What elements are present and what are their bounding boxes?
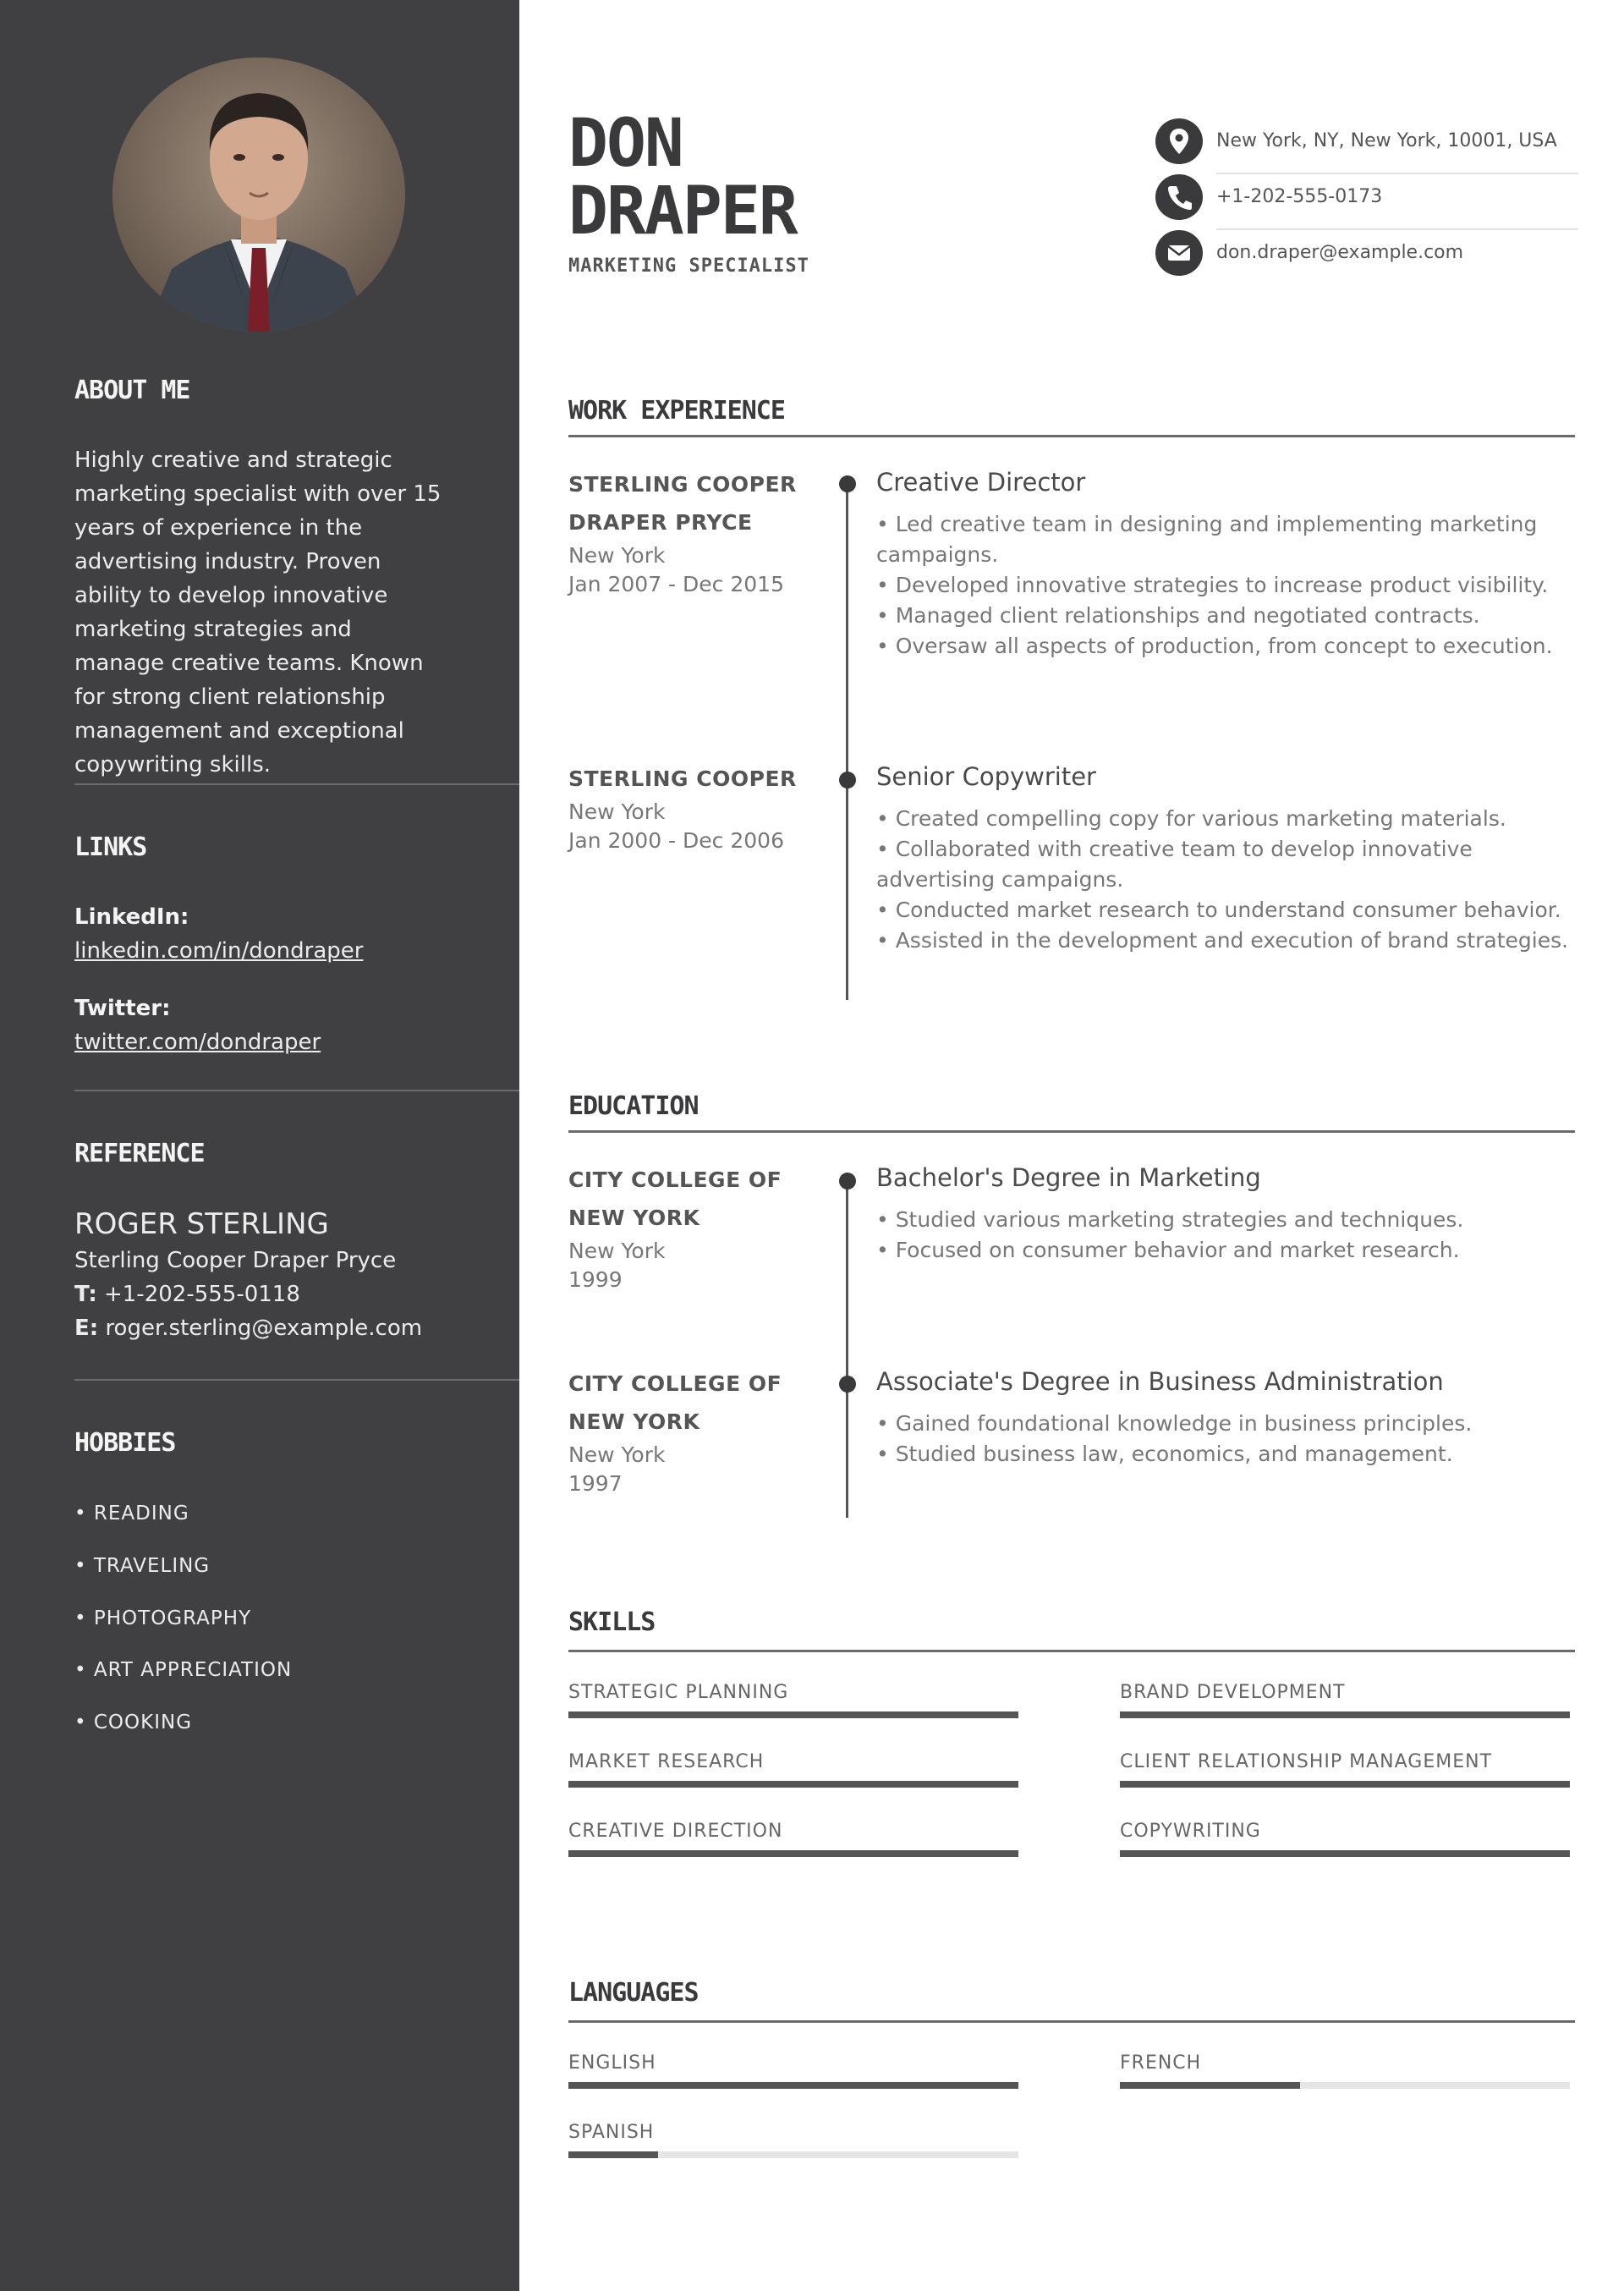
location-pin-icon <box>1155 118 1203 164</box>
language-bar-fill <box>1120 2082 1300 2089</box>
linkedin-block <box>74 900 447 968</box>
phone-text: +1-202-555-0173 <box>1216 186 1383 207</box>
main-content <box>519 0 1624 2291</box>
reference-phone-label: T: <box>74 1282 97 1307</box>
school: CITY COLLEGE OF <box>568 1371 782 1396</box>
language-bar <box>568 2151 1018 2158</box>
degree-title: Associate's Degree in Business Administration <box>876 1367 1444 1396</box>
bullet-item: • Created compelling copy for various marketing materials. <box>876 806 1506 831</box>
bullet-item: • Gained foundational knowledge in business principles. <box>876 1411 1473 1436</box>
dates: Jan 2000 - Dec 2006 <box>568 828 784 853</box>
skill-name: COPYWRITING <box>1120 1821 1261 1842</box>
divider <box>74 1379 519 1381</box>
language-item <box>568 2122 1018 2158</box>
bullet-item: • Studied business law, economics, and management. <box>876 1442 1453 1466</box>
linkedin-link[interactable]: linkedin.com/in/dondraper <box>74 938 364 964</box>
language-item <box>1120 2052 1570 2089</box>
employer: STERLING COOPER <box>568 472 797 497</box>
skill-bar <box>568 1711 1018 1718</box>
bullet-item: • Conducted market research to understand consumer behavior. <box>876 898 1561 922</box>
hobby-item: • COOKING <box>74 1711 193 1733</box>
location: New York <box>568 799 666 824</box>
work-entry-detail <box>876 760 1578 956</box>
languages-heading: LANGUAGES <box>568 1978 699 2008</box>
job-title: MARKETING SPECIALIST <box>568 255 809 277</box>
education-entry-detail <box>876 1365 1578 1470</box>
contact-address <box>1155 118 1578 168</box>
language-bar-fill <box>568 2082 1018 2089</box>
bullet-list <box>876 1205 1578 1266</box>
education-entry-meta <box>568 1365 797 1498</box>
work-entry-meta <box>568 465 797 599</box>
bullet-item: • Developed innovative strategies to increase product visibility. <box>876 573 1549 597</box>
dates: Jan 2007 - Dec 2015 <box>568 572 784 596</box>
location: New York <box>568 1239 666 1263</box>
school: NEW YORK <box>568 1206 700 1230</box>
first-name: DON <box>568 106 683 182</box>
bullet-item: • Oversaw all aspects of production, from concept to execution. <box>876 634 1553 658</box>
divider <box>568 1650 1575 1652</box>
hobby-item: • ART APPRECIATION <box>74 1659 293 1681</box>
bullet-list <box>876 804 1578 956</box>
twitter-link[interactable]: twitter.com/dondraper <box>74 1030 321 1055</box>
language-name: ENGLISH <box>568 2052 656 2074</box>
school: CITY COLLEGE OF <box>568 1167 782 1192</box>
sidebar <box>0 0 519 2291</box>
last-name: DRAPER <box>568 173 797 250</box>
location: New York <box>568 1442 666 1467</box>
address-text: New York, NY, New York, 10001, USA <box>1216 130 1557 151</box>
divider <box>568 435 1575 437</box>
divider <box>74 1090 519 1091</box>
skills-heading: SKILLS <box>568 1607 656 1637</box>
language-name: SPANISH <box>568 2122 655 2143</box>
reference-phone <box>74 1277 447 1311</box>
timeline-line <box>846 475 848 1000</box>
skill-bar-fill <box>568 1711 1018 1718</box>
hobby-item: • READING <box>74 1503 189 1525</box>
work-heading: WORK EXPERIENCE <box>568 396 785 426</box>
skill-item <box>568 1751 1018 1788</box>
divider <box>568 2020 1575 2023</box>
education-entry-detail <box>876 1161 1578 1266</box>
employer: DRAPER PRYCE <box>568 510 753 535</box>
reference-heading: REFERENCE <box>74 1139 205 1168</box>
skill-name: STRATEGIC PLANNING <box>568 1682 789 1703</box>
skill-bar <box>1120 1850 1570 1857</box>
timeline-dot <box>839 475 856 492</box>
contact-email <box>1155 230 1578 279</box>
timeline-dot <box>839 772 856 788</box>
bullet-item: • Focused on consumer behavior and market research. <box>876 1238 1460 1262</box>
envelope-icon <box>1155 230 1203 276</box>
role-title: Creative Director <box>876 468 1086 497</box>
reference-email-label: E: <box>74 1316 99 1341</box>
bullet-item: • Led creative team in designing and implementing marketing campaigns. <box>876 512 1538 567</box>
skill-item <box>1120 1751 1570 1788</box>
skill-bar <box>568 1850 1018 1857</box>
bullet-item: • Managed client relationships and negotiated contracts. <box>876 603 1480 628</box>
skill-name: MARKET RESEARCH <box>568 1751 765 1772</box>
school: NEW YORK <box>568 1409 700 1434</box>
contact-phone <box>1155 174 1578 223</box>
skill-bar-fill <box>568 1781 1018 1788</box>
language-bar <box>568 2082 1018 2089</box>
skill-bar-fill <box>1120 1850 1570 1857</box>
timeline-dot <box>839 1376 856 1393</box>
bullet-list <box>876 509 1578 662</box>
language-bar <box>1120 2082 1570 2089</box>
skill-name: CLIENT RELATIONSHIP MANAGEMENT <box>1120 1751 1493 1772</box>
divider <box>568 1130 1575 1133</box>
language-bar-fill <box>568 2151 658 2158</box>
twitter-label: Twitter: <box>74 996 171 1021</box>
skill-item <box>1120 1821 1570 1857</box>
bullet-item: • Studied various marketing strategies and techniques. <box>876 1207 1464 1232</box>
skill-bar-fill <box>1120 1711 1570 1718</box>
hobbies-heading: HOBBIES <box>74 1428 176 1458</box>
skill-bar <box>568 1781 1018 1788</box>
language-name: FRENCH <box>1120 2052 1202 2074</box>
timeline-dot <box>839 1173 856 1189</box>
reference-phone-value: +1-202-555-0118 <box>103 1282 300 1307</box>
skill-bar-fill <box>1120 1781 1570 1788</box>
bullet-item: • Assisted in the development and execution of brand strategies. <box>876 928 1569 953</box>
timeline-line <box>846 1173 848 1518</box>
skill-item <box>568 1821 1018 1857</box>
work-entry-meta <box>568 760 797 855</box>
divider <box>74 783 519 785</box>
twitter-block <box>74 992 447 1059</box>
degree-title: Bachelor's Degree in Marketing <box>876 1163 1261 1192</box>
reference-block <box>74 1205 447 1345</box>
skill-item <box>1120 1682 1570 1718</box>
bullet-item: • Collaborated with creative team to develop innovative advertising campaigns. <box>876 837 1473 892</box>
hobby-item: • TRAVELING <box>74 1555 211 1577</box>
candidate-name <box>568 106 797 250</box>
location: New York <box>568 543 666 568</box>
dates: 1999 <box>568 1267 623 1292</box>
profile-photo <box>112 58 405 332</box>
skill-bar-fill <box>568 1850 1018 1857</box>
about-heading: ABOUT ME <box>74 376 190 405</box>
bullet-list <box>876 1409 1578 1470</box>
employer: STERLING COOPER <box>568 766 797 791</box>
work-entry-detail <box>876 465 1578 662</box>
email-text[interactable]: don.draper@example.com <box>1216 242 1464 263</box>
skill-name: CREATIVE DIRECTION <box>568 1821 783 1842</box>
education-entry-meta <box>568 1161 797 1294</box>
role-title: Senior Copywriter <box>876 762 1096 791</box>
reference-email <box>74 1311 447 1345</box>
skill-item <box>568 1682 1018 1718</box>
education-heading: EDUCATION <box>568 1091 699 1121</box>
dates: 1997 <box>568 1471 623 1496</box>
hobby-item: • PHOTOGRAPHY <box>74 1607 252 1629</box>
skill-name: BRAND DEVELOPMENT <box>1120 1682 1346 1703</box>
person-portrait-icon <box>112 58 405 332</box>
about-text: Highly creative and strategic marketing specialist with over 15 years of experience in the advertising industry. Proven ability to develop innovative marketing strategies and manage creative teams. Known for strong client relationship management and exceptional copywriting skills. <box>74 448 442 777</box>
linkedin-label: LinkedIn: <box>74 904 189 930</box>
reference-company: Sterling Cooper Draper Pryce <box>74 1248 397 1273</box>
links-heading: LINKS <box>74 832 147 862</box>
skill-bar <box>1120 1711 1570 1718</box>
phone-icon <box>1155 174 1203 220</box>
language-item <box>568 2052 1018 2089</box>
skill-bar <box>1120 1781 1570 1788</box>
reference-name: ROGER STERLING <box>74 1207 329 1241</box>
reference-email-value[interactable]: roger.sterling@example.com <box>105 1316 423 1341</box>
